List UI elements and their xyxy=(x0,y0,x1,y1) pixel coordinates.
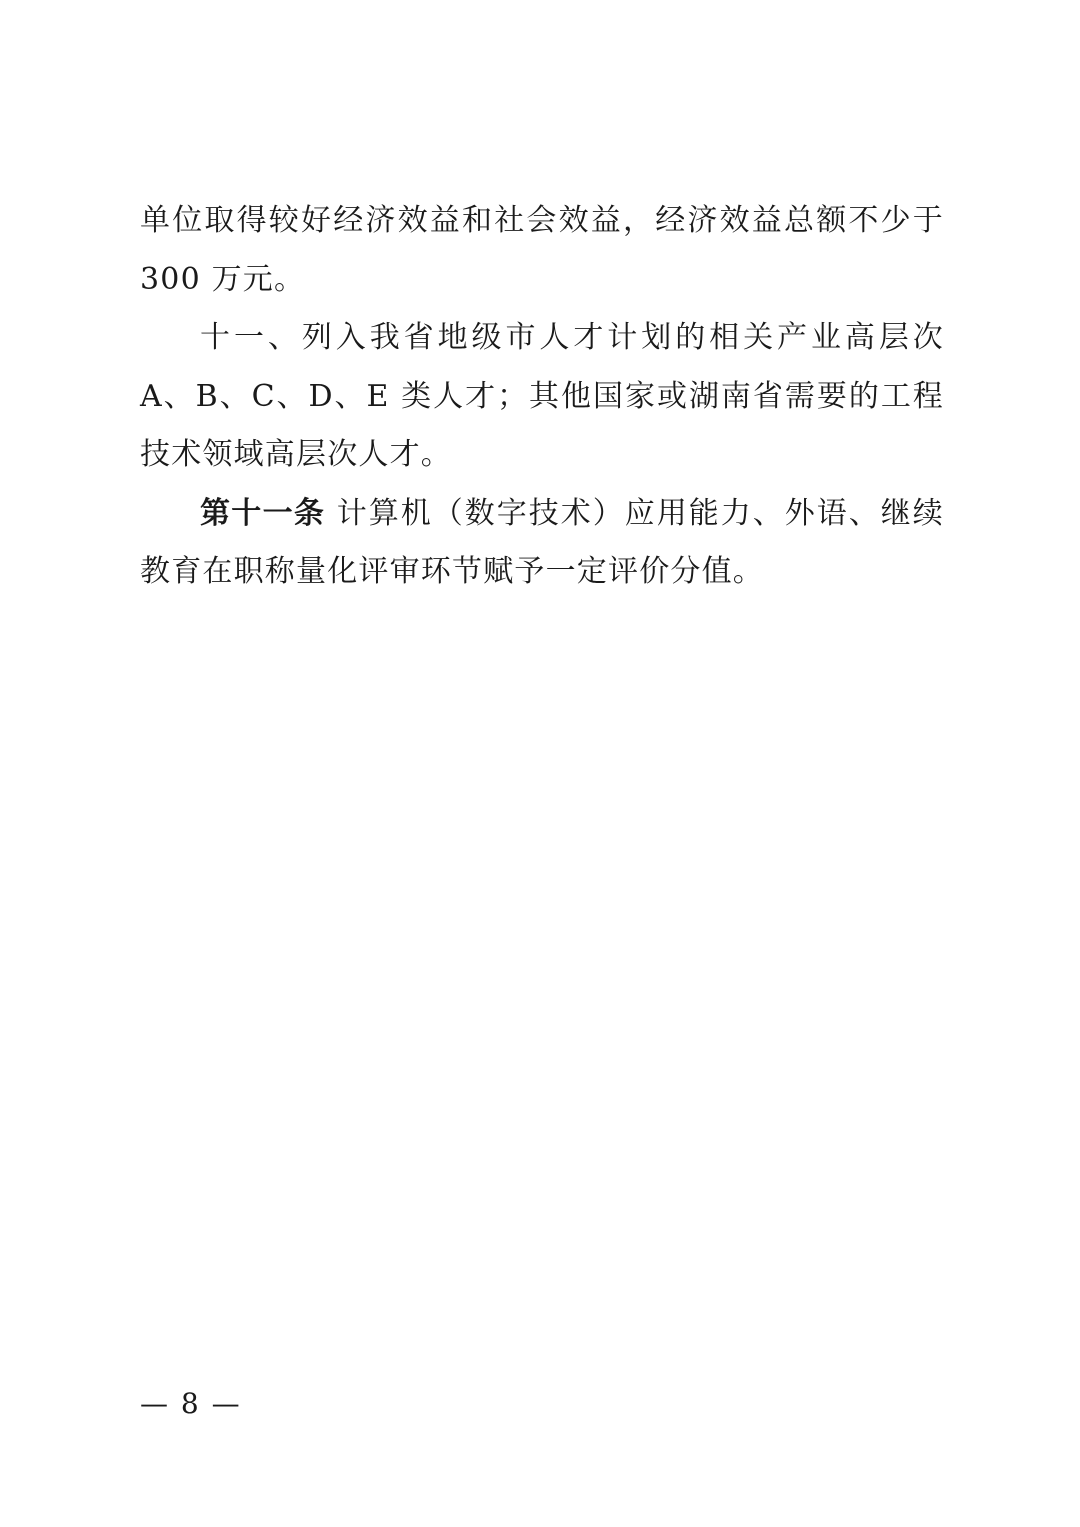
paragraph-item-eleven: 十一、列入我省地级市人才计划的相关产业高层次 A、B、C、D、E 类人才；其他国家或湖南省需要的工程技术领域高层次人才。 xyxy=(140,320,944,472)
article-body-text: 计算机（数字技术）应用能力、外语、继续教育在职称量化评审环节赋予一定评价分值。 xyxy=(140,495,944,589)
paragraph-article-eleven xyxy=(140,485,944,602)
document-body xyxy=(140,192,944,602)
paragraph-continuation: 单位取得较好经济效益和社会效益，经济效益总额不少于 300 万元。 xyxy=(140,203,944,297)
article-heading: 第十一条 xyxy=(200,495,326,531)
page-number: — 8 — xyxy=(140,1387,242,1420)
